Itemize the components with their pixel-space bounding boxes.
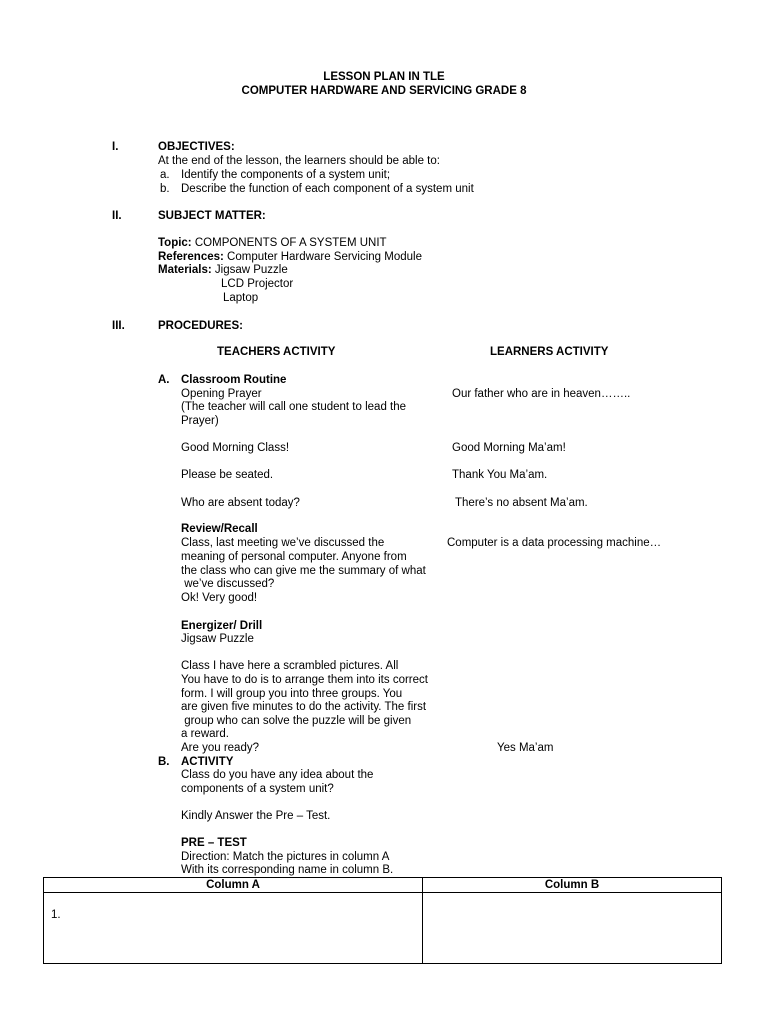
- opening-prayer: Opening Prayer: [181, 388, 262, 400]
- energizer-line: Class I have here a scrambled pictures. All: [181, 660, 399, 672]
- energizer-subheading: Jigsaw Puzzle: [181, 633, 254, 645]
- routine-marker: A.: [158, 374, 170, 386]
- references-value: Computer Hardware Servicing Module: [227, 251, 422, 263]
- energizer-line: Are you ready?: [181, 742, 259, 754]
- review-heading: Review/Recall: [181, 523, 258, 535]
- materials-line: [158, 263, 288, 277]
- document-title: LESSON PLAN IN TLE: [323, 71, 445, 83]
- references-line: [158, 250, 422, 264]
- seated-instruction: Please be seated.: [181, 469, 274, 481]
- table-row: [44, 893, 722, 964]
- review-line: Ok! Very good!: [181, 592, 258, 604]
- learners-activity-header: LEARNERS ACTIVITY: [490, 346, 609, 358]
- activity-line: Class do you have any idea about the: [181, 769, 374, 781]
- energizer-line: a reward.: [181, 728, 229, 740]
- section-numeral-procedures: III.: [112, 320, 125, 332]
- column-b-header: Column B: [423, 878, 722, 893]
- row-number: 1.: [51, 909, 61, 921]
- energizer-heading: Energizer/ Drill: [181, 620, 263, 632]
- routine-heading: Classroom Routine: [181, 374, 287, 386]
- objectives-intro: At the end of the lesson, the learners should be able to:: [158, 155, 440, 167]
- pretest-table: [43, 877, 722, 964]
- pretest-prompt: Kindly Answer the Pre – Test.: [181, 810, 331, 822]
- section-numeral-subject-matter: II.: [112, 210, 122, 222]
- section-numeral-objectives: I.: [112, 141, 119, 153]
- prayer-note: Prayer): [181, 415, 219, 427]
- objectives-heading: OBJECTIVES:: [158, 141, 235, 153]
- energizer-line: form. I will group you into three groups. You: [181, 688, 403, 700]
- energizer-response: Yes Ma’am: [497, 742, 554, 754]
- topic-value: COMPONENTS OF A SYSTEM UNIT: [194, 237, 387, 249]
- activity-line: components of a system unit?: [181, 783, 334, 795]
- pretest-heading: PRE – TEST: [181, 837, 247, 849]
- seated-response: Thank You Ma’am.: [452, 469, 548, 481]
- pretest-direction: With its corresponding name in column B.: [181, 864, 394, 876]
- objective-item-a: Identify the components of a system unit;: [181, 169, 391, 181]
- review-response: Computer is a data processing machine…: [447, 537, 662, 549]
- absent-response: There’s no absent Ma’am.: [455, 497, 588, 509]
- energizer-line: are given five minutes to do the activity. The first: [181, 701, 427, 713]
- topic-line: [158, 236, 387, 250]
- pretest-direction: Direction: Match the pictures in column A: [181, 851, 390, 863]
- review-line: meaning of personal computer. Anyone from: [181, 551, 407, 563]
- review-line: Class, last meeting we’ve discussed the: [181, 537, 385, 549]
- materials-label: Materials:: [158, 264, 212, 276]
- activity-heading: ACTIVITY: [181, 756, 234, 768]
- table-cell-column-b: [423, 893, 722, 964]
- energizer-line: You have to do is to arrange them into its correct: [181, 674, 428, 686]
- material-item: LCD Projector: [221, 278, 294, 290]
- document-subtitle: COMPUTER HARDWARE AND SERVICING GRADE 8: [241, 85, 527, 97]
- procedures-heading: PROCEDURES:: [158, 320, 243, 332]
- topic-label: Topic:: [158, 237, 192, 249]
- objective-marker-a: a.: [160, 169, 170, 181]
- column-a-header: Column A: [44, 878, 423, 893]
- greeting-response: Good Morning Ma’am!: [452, 442, 566, 454]
- teachers-activity-header: TEACHERS ACTIVITY: [217, 346, 336, 358]
- prayer-note: (The teacher will call one student to lead the: [181, 401, 407, 413]
- greeting: Good Morning Class!: [181, 442, 290, 454]
- material-item: Laptop: [223, 292, 259, 304]
- review-line: we’ve discussed?: [181, 578, 275, 590]
- activity-marker: B.: [158, 756, 170, 768]
- objective-item-b: Describe the function of each component of a system unit: [181, 183, 474, 195]
- absent-question: Who are absent today?: [181, 497, 300, 509]
- objective-marker-b: b.: [160, 183, 170, 195]
- prayer-response: Our father who are in heaven……..: [452, 388, 631, 400]
- references-label: References:: [158, 251, 224, 263]
- table-cell-column-a: [44, 893, 423, 964]
- material-item: Jigsaw Puzzle: [214, 264, 288, 276]
- review-line: the class who can give me the summary of what: [181, 565, 426, 577]
- energizer-line: group who can solve the puzzle will be given: [181, 715, 412, 727]
- table-header-row: [44, 878, 722, 893]
- subject-matter-heading: SUBJECT MATTER:: [158, 210, 266, 222]
